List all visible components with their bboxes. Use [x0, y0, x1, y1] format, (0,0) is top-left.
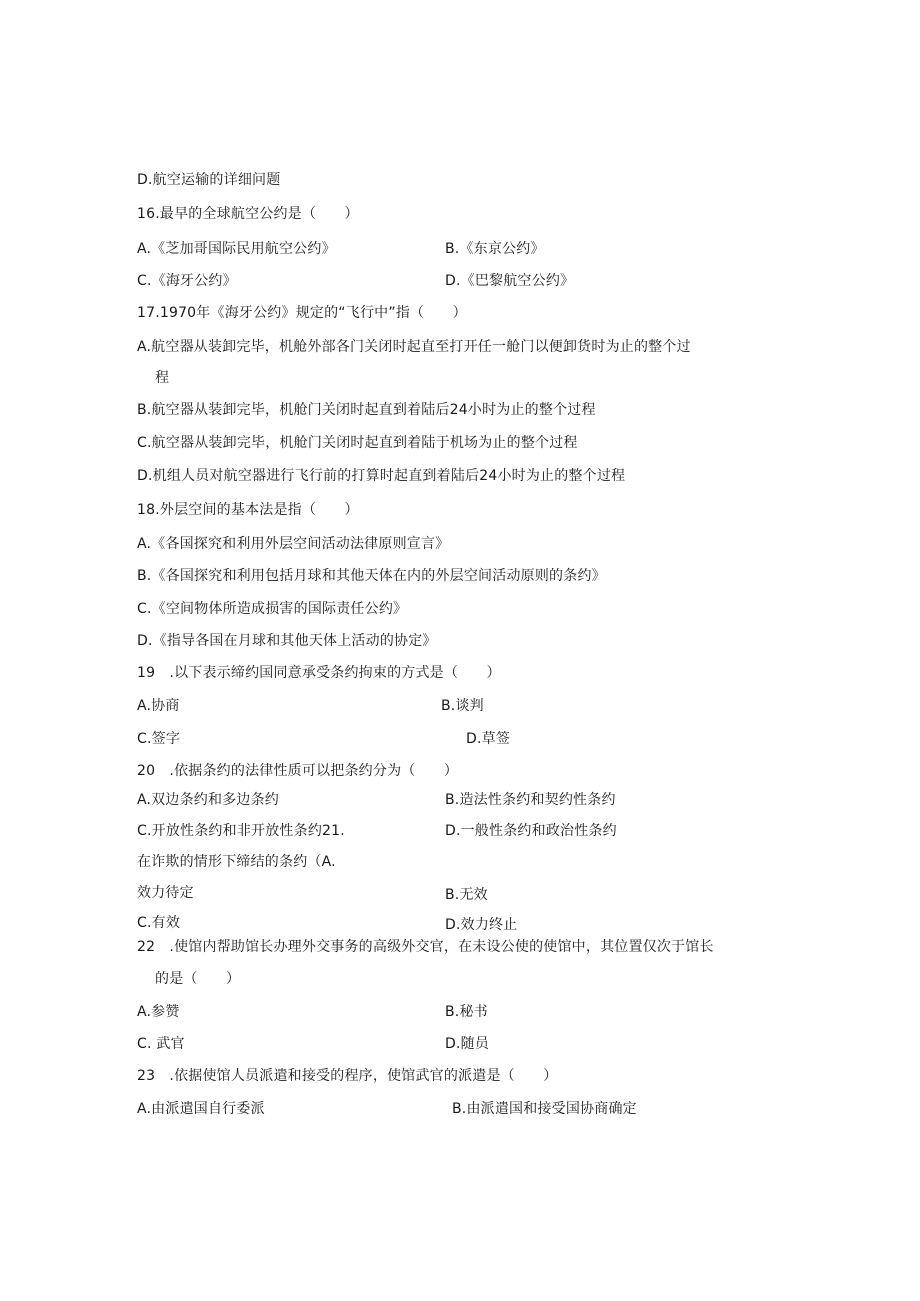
- q19-stem: 19 .以下表示缔约国同意承受条约拘束的方式是（ ）: [137, 665, 501, 681]
- q18-option-a: A.《各国探究和利用外层空间活动法律原则宣言》: [137, 536, 450, 552]
- q15-option-d: D.航空运输的详细问题: [137, 172, 281, 188]
- q22-option-a: A.参赞: [137, 1004, 180, 1020]
- q19-option-b: B.谈判: [441, 698, 484, 714]
- q21-option-d: D.效力终止: [445, 917, 518, 933]
- q16-stem: 16.最早的全球航空公约是（ ）: [137, 206, 359, 222]
- q20-option-a: A.双边条约和多边条约: [137, 792, 279, 808]
- q21-option-b: B.无效: [445, 887, 488, 903]
- q16-option-a: A.《芝加哥国际民用航空公约》: [137, 241, 336, 257]
- q19-option-c: C.签字: [137, 731, 181, 747]
- q16-option-b: B.《东京公约》: [445, 241, 545, 257]
- q23-option-b: B.由派遣国和接受国协商确定: [452, 1101, 637, 1117]
- q22-option-d: D.随员: [445, 1036, 490, 1052]
- q23-stem: 23 .依据使馆人员派遣和接受的程序，使馆武官的派遣是（ ）: [137, 1068, 558, 1084]
- q20-stem: 20 .依据条约的法律性质可以把条约分为（ ）: [137, 763, 459, 779]
- q22-option-b: B.秘书: [445, 1004, 488, 1020]
- q18-stem: 18.外层空间的基本法是指（ ）: [137, 502, 359, 518]
- q21-option-a: 效力待定: [137, 885, 194, 901]
- q16-option-c: C.《海牙公约》: [137, 273, 237, 289]
- q22-stem-line2: 的是（ ）: [155, 971, 241, 987]
- q18-option-c: C.《空间物体所造成损害的国际责任公约》: [137, 601, 408, 617]
- q20-option-b: B.造法性条约和契约性条约: [445, 792, 616, 808]
- q16-option-d: D.《巴黎航空公约》: [445, 273, 575, 289]
- q19-option-a: A.协商: [137, 698, 180, 714]
- q17-stem: 17.1970年《海牙公约》规定的“飞行中”指（ ）: [137, 305, 467, 321]
- q18-option-d: D.《指导各国在月球和其他天体上活动的协定》: [137, 633, 437, 649]
- q23-option-a: A.由派遣国自行委派: [137, 1101, 265, 1117]
- q17-option-b: B.航空器从装卸完毕，机舱门关闭时起直到着陆后24小时为止的整个过程: [137, 402, 596, 418]
- q21-stem: 在诈欺的情形下缔结的条约（A.: [137, 854, 336, 870]
- q20-option-d: D.一般性条约和政治性条约: [445, 823, 617, 839]
- q17-option-a-line1: A.航空器从装卸完毕，机舱外部各门关闭时起直至打开任一舱门以便卸货时为止的整个过: [137, 339, 691, 355]
- q18-option-b: B.《各国探究和利用包括月球和其他天体在内的外层空间活动原则的条约》: [137, 568, 606, 584]
- q17-option-a-line2: 程: [155, 370, 170, 386]
- q17-option-c: C.航空器从装卸完毕，机舱门关闭时起直到着陆于机场为止的整个过程: [137, 435, 578, 451]
- q17-option-d: D.机组人员对航空器进行飞行前的打算时起直到着陆后24小时为止的整个过程: [137, 468, 626, 484]
- q20-option-c: C.开放性条约和非开放性条约21.: [137, 823, 345, 839]
- q21-option-c: C.有效: [137, 915, 181, 931]
- q19-option-d: D.草签: [466, 731, 511, 747]
- q22-option-c: C. 武官: [137, 1036, 185, 1052]
- q22-stem-line1: 22 .使馆内帮助馆长办理外交事务的高级外交官，在未设公使的使馆中，其位置仅次于馆长: [137, 939, 714, 955]
